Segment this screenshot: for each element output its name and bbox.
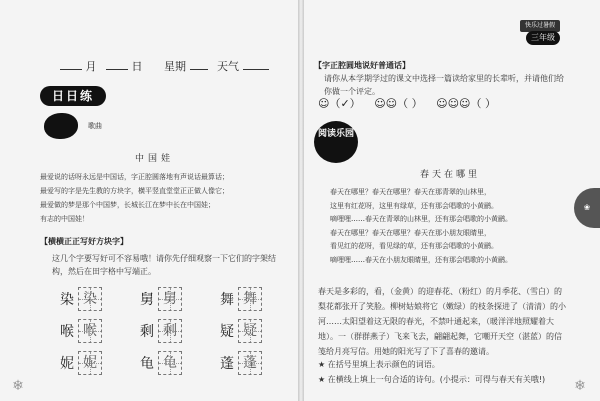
song-label: 歌曲 — [88, 122, 102, 130]
tianzi-box[interactable]: 疑 — [238, 319, 262, 343]
month-blank[interactable] — [60, 59, 82, 70]
poem-line: 春天在哪里？春天在哪里？春天在那小朋友眼睛里， — [330, 228, 491, 237]
snowflake-icon: ❄ — [12, 378, 24, 394]
month-label: 月 — [85, 60, 97, 73]
printed-char: 妮 — [60, 356, 74, 372]
book-spine — [298, 0, 304, 401]
weather-blank[interactable] — [243, 59, 269, 70]
mandarin-instructions: 请你从本学期学过的课文中选择一篇读给家里的长辈听，并请他们给你做一个评定。 — [324, 74, 564, 96]
char-row — [56, 285, 296, 313]
poem-line: 春天在哪里？春天在哪里？春天在那青翠的山林里， — [330, 188, 491, 196]
lyric-line: 最爱写的字是先生教的方块字，横平竖直堂堂正正做人像它； — [40, 187, 229, 195]
tianzi-box[interactable]: 舅 — [158, 287, 182, 311]
rating-option[interactable]: ☺☺（ ） — [374, 97, 423, 110]
headphones-icon — [44, 113, 78, 139]
poem-title: 中国娃 — [135, 154, 175, 164]
lyric-line: 最爱说的话呀永远是中国话，字正腔圆落地有声说话最算话； — [40, 173, 229, 181]
date-header — [60, 58, 269, 74]
printed-char: 蓬 — [220, 356, 234, 372]
handwriting-section-title: 【 横横正正写好方块字 】 — [40, 236, 128, 247]
task-item: ★ 在括号里填上表示颜色的词语。 — [318, 359, 440, 370]
rating-option[interactable]: ☺☺☺（ ） — [436, 97, 497, 110]
day-label: 日 — [131, 60, 143, 73]
handwriting-instructions: 这几个字要写好可不容易哦！请你先仔细观察一下它们的字架结构，然后在田字格中写端正。 — [52, 254, 276, 276]
lyric-line: 有志的中国娃！ — [40, 215, 89, 223]
char-item — [216, 287, 296, 311]
tianzi-box[interactable]: 染 — [78, 287, 102, 311]
tianzi-box[interactable]: 龟 — [158, 351, 182, 375]
rating-faces — [318, 95, 506, 111]
song-lyrics — [40, 170, 290, 226]
printed-char: 舅 — [140, 292, 154, 308]
reading-title: 春天在哪里 — [420, 170, 481, 180]
day-blank[interactable] — [106, 59, 128, 70]
printed-char: 喉 — [60, 324, 74, 340]
printed-char: 舞 — [220, 292, 234, 308]
char-row — [56, 317, 296, 345]
poem-line: 看见红的花呀，看见绿的草，还有那会唱歌的小黄鹂。 — [330, 242, 498, 250]
reading-poem — [330, 186, 570, 267]
char-item — [56, 319, 136, 343]
char-item — [136, 351, 216, 375]
mandarin-section-title: 【 字正腔圆地说好普通话 】 — [314, 60, 410, 71]
snowflake-icon: ❄ — [574, 378, 586, 394]
tianzi-box[interactable]: 剩 — [158, 319, 182, 343]
char-item — [216, 319, 296, 343]
character-grid — [56, 285, 296, 381]
printed-char: 疑 — [220, 324, 234, 340]
tianzi-box[interactable]: 蓬 — [238, 351, 262, 375]
poem-line: 嘀哩哩……春天在青翠的山林里，还有那会唱歌的小黄鹂。 — [330, 215, 512, 223]
tianzi-box[interactable]: 舞 — [238, 287, 262, 311]
poem-line: 这里有红花呀，这里有绿草，还有那会唱歌的小黄鹂。 — [330, 201, 498, 210]
reading-park-logo: 阅读乐园 — [314, 121, 358, 163]
flower-tab-icon: ❀ — [574, 188, 600, 228]
tianzi-box[interactable]: 妮 — [78, 351, 102, 375]
char-item — [136, 287, 216, 311]
printed-char: 染 — [60, 292, 74, 308]
grade-badge: 三年级 — [526, 31, 560, 45]
rating-option[interactable]: ☺（✓） — [318, 97, 361, 110]
printed-char: 剩 — [140, 324, 154, 340]
series-badge: 快乐过暑假 — [520, 20, 560, 32]
char-item — [136, 319, 216, 343]
weekday-label: 星期 — [164, 60, 186, 73]
reading-passage: 春天是多彩的，看，（金黄）的迎春花、（粉红）的月季花、（雪白）的梨花都张开了笑脸。柳树姑娘将它（嫩绿）的枝条探进了（清清）的小河……太阳望着这无限的春光，不禁叶通起来，（暖洋洋地照耀着大地）。一（群群燕子）飞来飞去，翩翩起舞，它嘲开天空（湛蓝）的信笺给月亮写信。用她的阳光写了下了喜春的邀请。 — [318, 287, 566, 356]
char-row — [56, 349, 296, 377]
char-item — [56, 287, 136, 311]
printed-char: 龟 — [140, 356, 154, 372]
lyric-line: 最爱做的梦是那个中国梦，长城长江在梦中长在中国娃； — [40, 201, 215, 209]
poem-line: 嘀哩哩……春天在小朋友眼睛里，还有那会唱歌的小黄鹂。 — [330, 255, 512, 264]
daily-practice-logo: 日日练 — [40, 86, 106, 106]
char-item — [56, 351, 136, 375]
weather-label: 天气 — [217, 60, 239, 73]
char-item — [216, 351, 296, 375]
task-item: ★ 在横线上填上一句合适的诗句。(小提示：可得与春天有关哦!) — [318, 374, 545, 385]
weekday-blank[interactable] — [190, 59, 208, 70]
tianzi-box[interactable]: 喉 — [78, 319, 102, 343]
